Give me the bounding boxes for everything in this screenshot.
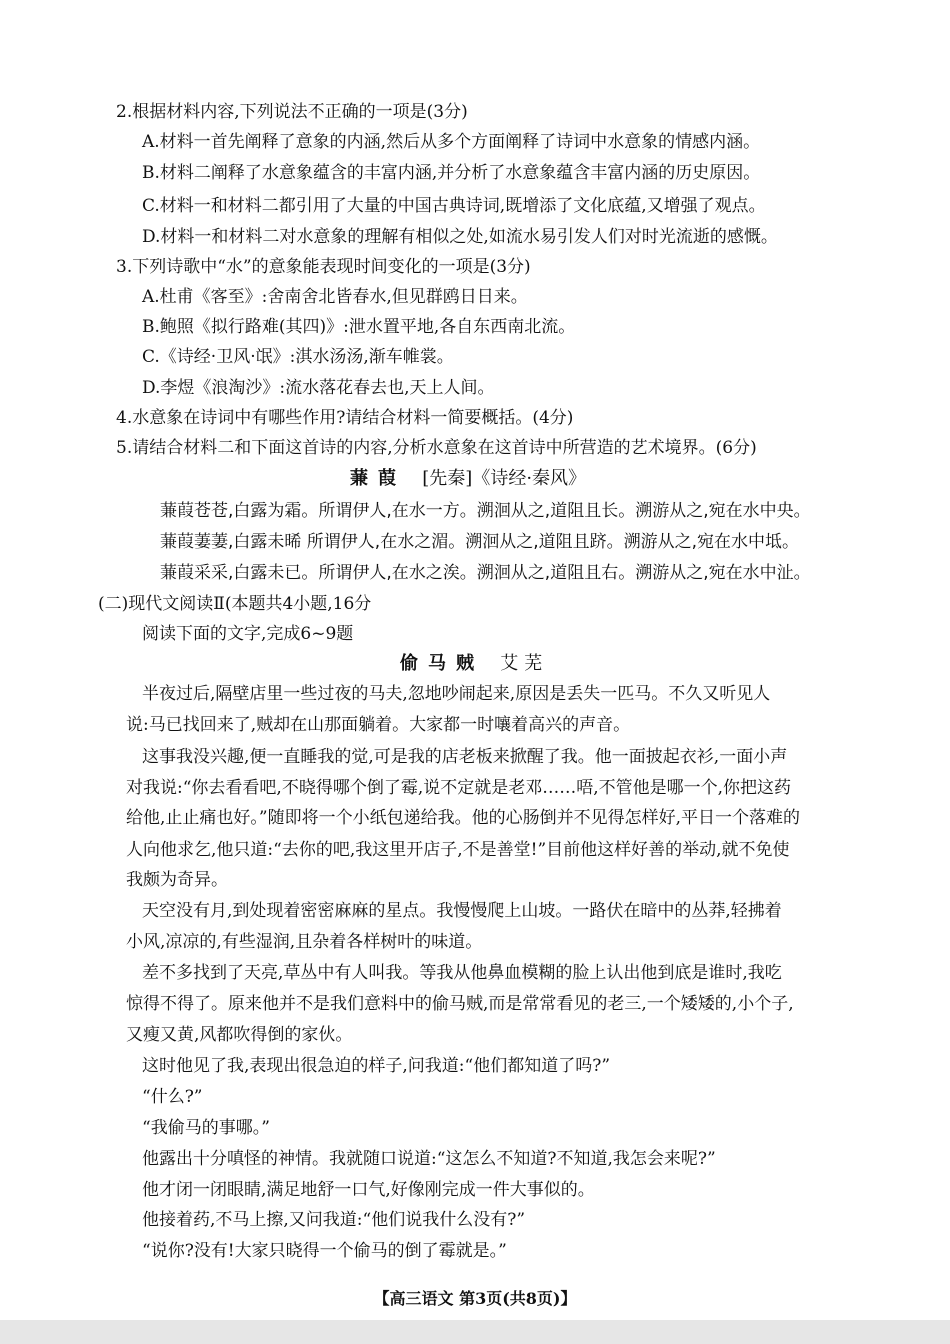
story-line: 又瘦又黄,风都吹得倒的家伙。 [126,1025,353,1045]
story-line: 给他,止止痛也好。”随即将一个小纸包递给我。他的心肠倒并不见得怎样好,平日一个落难的 [126,808,800,828]
story-line: 他才闭一闭眼睛,满足地舒一口气,好像刚完成一件大事似的。 [142,1180,595,1200]
question-2-option-a: A.材料一首先阐释了意象的内涵,然后从多个方面阐释了诗词中水意象的情感内涵。 [142,132,761,152]
story-heading [400,653,548,675]
story-line: 天空没有月,到处现着密密麻麻的星点。我慢慢爬上山坡。一路伏在暗中的丛莽,轻拂着 [142,901,782,921]
story-line: 说:马已找回来了,贼却在山那面躺着。大家都一时嚷着高兴的声音。 [126,715,631,735]
poem-stanza-1: 蒹葭苍苍,白露为霜。所谓伊人,在水一方。溯洄从之,道阻且长。溯游从之,宛在水中央。 [160,501,811,521]
story-line: 这时他见了我,表现出很急迫的样子,问我道:“他们都知道了吗?” [142,1056,611,1076]
question-3-option-a: A.杜甫《客至》:舍南舍北皆春水,但见群鸥日日来。 [142,287,528,307]
story-line: 人向他求乞,他只道:“去你的吧,我这里开店子,不是善堂!”目前他这样好善的举动,就不免使 [126,840,790,860]
story-line: 对我说:“你去看看吧,不晓得哪个倒了霉,说不定就是老邓……唔,不管他是哪一个,你把这药 [126,778,792,798]
story-line: 这事我没兴趣,便一直睡我的觉,可是我的店老板来掀醒了我。他一面披起衣衫,一面小声 [142,747,788,767]
story-line: “什么?” [142,1087,203,1107]
question-2-option-d: D.材料一和材料二对水意象的理解有相似之处,如流水易引发人们对时光流逝的感慨。 [142,227,778,247]
story-line: 惊得不得了。原来他并不是我们意料中的偷马贼,而是常常看见的老三,一个矮矮的,小个子, [126,994,794,1014]
story-line: “说你?没有!大家只晓得一个偷马的倒了霉就是。” [142,1241,507,1261]
question-2-option-b: B.材料二阐释了水意象蕴含的丰富内涵,并分析了水意象蕴含丰富内涵的历史原因。 [142,163,761,183]
question-3-stem: 3.下列诗歌中“水”的意象能表现时间变化的一项是(3分) [116,257,531,277]
question-3-option-b: B.鲍照《拟行路难(其四)》:泄水置平地,各自东西南北流。 [142,317,576,337]
question-5: 5.请结合材料二和下面这首诗的内容,分析水意象在这首诗中所营造的艺术境界。(6分) [116,438,757,458]
question-4: 4.水意象在诗词中有哪些作用?请结合材料一简要概括。(4分) [116,408,574,428]
question-2-stem: 2.根据材料内容,下列说法不正确的一项是(3分) [116,102,468,122]
section-instruction: 阅读下面的文字,完成6~9题 [142,624,354,644]
section-header: (二)现代文阅读Ⅱ(本题共4小题,16分 [98,594,372,614]
story-title: 偷马贼 [400,653,484,674]
poem-source: [先秦]《诗经·秦风》 [422,468,587,489]
story-line: 我颇为奇异。 [126,870,228,890]
question-3-option-d: D.李煜《浪淘沙》:流水落花春去也,天上人间。 [142,378,495,398]
question-2-option-c: C.材料一和材料二都引用了大量的中国古典诗词,既增添了文化底蕴,又增强了观点。 [142,196,766,216]
poem-heading [350,468,586,490]
story-line: 差不多找到了天亮,草丛中有人叫我。等我从他鼻血模糊的脸上认出他到底是谁时,我吃 [142,963,782,983]
poem-stanza-2: 蒹葭萋萋,白露未晞 所谓伊人,在水之湄。溯洄从之,道阻且跻。溯游从之,宛在水中坻。 [160,532,800,552]
story-line: 半夜过后,隔壁店里一些过夜的马夫,忽地吵闹起来,原因是丢失一匹马。不久又听见人 [142,684,771,704]
poem-stanza-3: 蒹葭采采,白露未已。所谓伊人,在水之涘。溯洄从之,道阻且右。溯游从之,宛在水中沚。 [160,563,811,583]
story-line: 他露出十分嗔怪的神情。我就随口说道:“这怎么不知道?不知道,我怎会来呢?” [142,1149,716,1169]
scan-edge [0,1320,950,1344]
story-line: 小风,凉凉的,有些湿润,且杂着各样树叶的味道。 [126,932,483,952]
story-author: 艾芜 [500,653,549,674]
poem-title: 蒹葭 [350,468,406,489]
story-line: 他接着药,不马上擦,又问我道:“他们说我什么没有?” [142,1210,526,1230]
page-footer: 【高三语文 第3页(共8页)】 [373,1289,577,1308]
story-line: “我偷马的事哪。” [142,1118,270,1138]
question-3-option-c: C.《诗经·卫风·氓》:淇水汤汤,渐车帷裳。 [142,347,454,367]
